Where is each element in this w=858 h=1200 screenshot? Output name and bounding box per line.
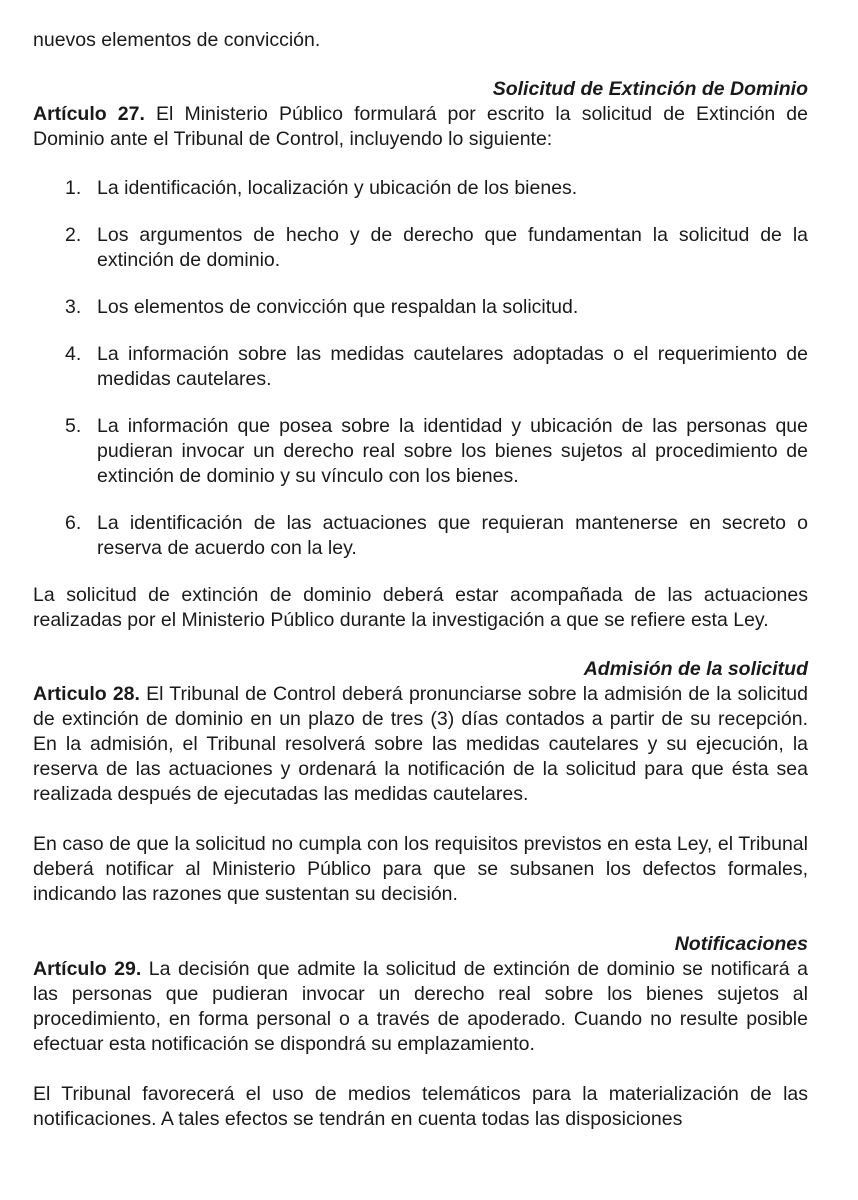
section-heading-27: Solicitud de Extinción de Dominio (492, 78, 808, 100)
list-item-number: 2. (65, 224, 82, 246)
article-27-label: Artículo 27. (33, 103, 145, 125)
list-item (65, 295, 808, 320)
section-heading-29: Notificaciones (674, 933, 808, 955)
article-28-closing: En caso de que la solicitud no cumpla con los requisitos previstos en esta Ley, el Tribunal deberá notificar al Ministerio Público para que se subsanen los defectos formales, indicando las razones que sustentan su decisión. (33, 833, 808, 905)
article-28-text: El Tribunal de Control deberá pronunciarse sobre la admisión de la solicitud de extinción de dominio en un plazo de tres (3) días contados a partir de su recepción. En la admisión, el Tribunal resolverá sobre las medidas cautelares y su ejecución, la reserva de las actuaciones y ordenará la notificación de la solicitud para que ésta sea realizada después de ejecutadas las medidas cautelares. (33, 683, 808, 805)
list-item-text: Los elementos de convicción que respaldan la solicitud. (97, 296, 579, 318)
article-29-paragraph (33, 957, 808, 1057)
article-28-paragraph (33, 682, 808, 807)
list-item-text: La información sobre las medidas cautelares adoptadas o el requerimiento de medidas cautelares. (97, 343, 808, 390)
list-item-text: La identificación, localización y ubicación de los bienes. (97, 177, 578, 199)
article-27-paragraph (33, 102, 808, 152)
list-item (65, 223, 808, 273)
list-item-text: Los argumentos de hecho y de derecho que fundamentan la solicitud de la extinción de dominio. (97, 224, 808, 271)
article-29-closing: El Tribunal favorecerá el uso de medios telemáticos para la materialización de las notificaciones. A tales efectos se tendrán en cuenta todas las disposiciones (33, 1083, 808, 1130)
list-item-number: 4. (65, 343, 82, 365)
list-item-number: 1. (65, 177, 82, 199)
list-item-number: 3. (65, 296, 82, 318)
article-27-closing: La solicitud de extinción de dominio deberá estar acompañada de las actuaciones realizadas por el Ministerio Público durante la investigación a que se refiere esta Ley. (33, 584, 808, 631)
article-29-label: Artículo 29. (33, 958, 142, 980)
list-item (65, 511, 808, 561)
list-item (65, 414, 808, 489)
list-item-text: La información que posea sobre la identidad y ubicación de las personas que pudieran invocar un derecho real sobre los bienes sujetos al procedimiento de extinción de dominio y su vínculo con los bienes. (97, 415, 808, 487)
article-28-label: Articulo 28. (33, 683, 140, 705)
article-29-text: La decisión que admite la solicitud de extinción de dominio se notificará a las personas que pudieran invocar un derecho real sobre los bienes sujetos al procedimiento, en forma personal o a través de apoderado. Cuando no resulte posible efectuar esta notificación se dispondrá su emplazamiento. (33, 958, 808, 1055)
list-item (65, 342, 808, 392)
list-item-number: 6. (65, 512, 82, 534)
requirements-list (33, 176, 808, 561)
intro-paragraph: nuevos elementos de convicción. (33, 29, 321, 51)
list-item-number: 5. (65, 415, 82, 437)
article-27-text: El Ministerio Público formulará por escrito la solicitud de Extinción de Dominio ante el Tribunal de Control, incluyendo lo siguiente: (33, 103, 808, 150)
list-item-text: La identificación de las actuaciones que requieran mantenerse en secreto o reserva de acuerdo con la ley. (97, 512, 808, 559)
list-item (65, 176, 808, 201)
section-heading-28: Admisión de la solicitud (583, 658, 808, 680)
